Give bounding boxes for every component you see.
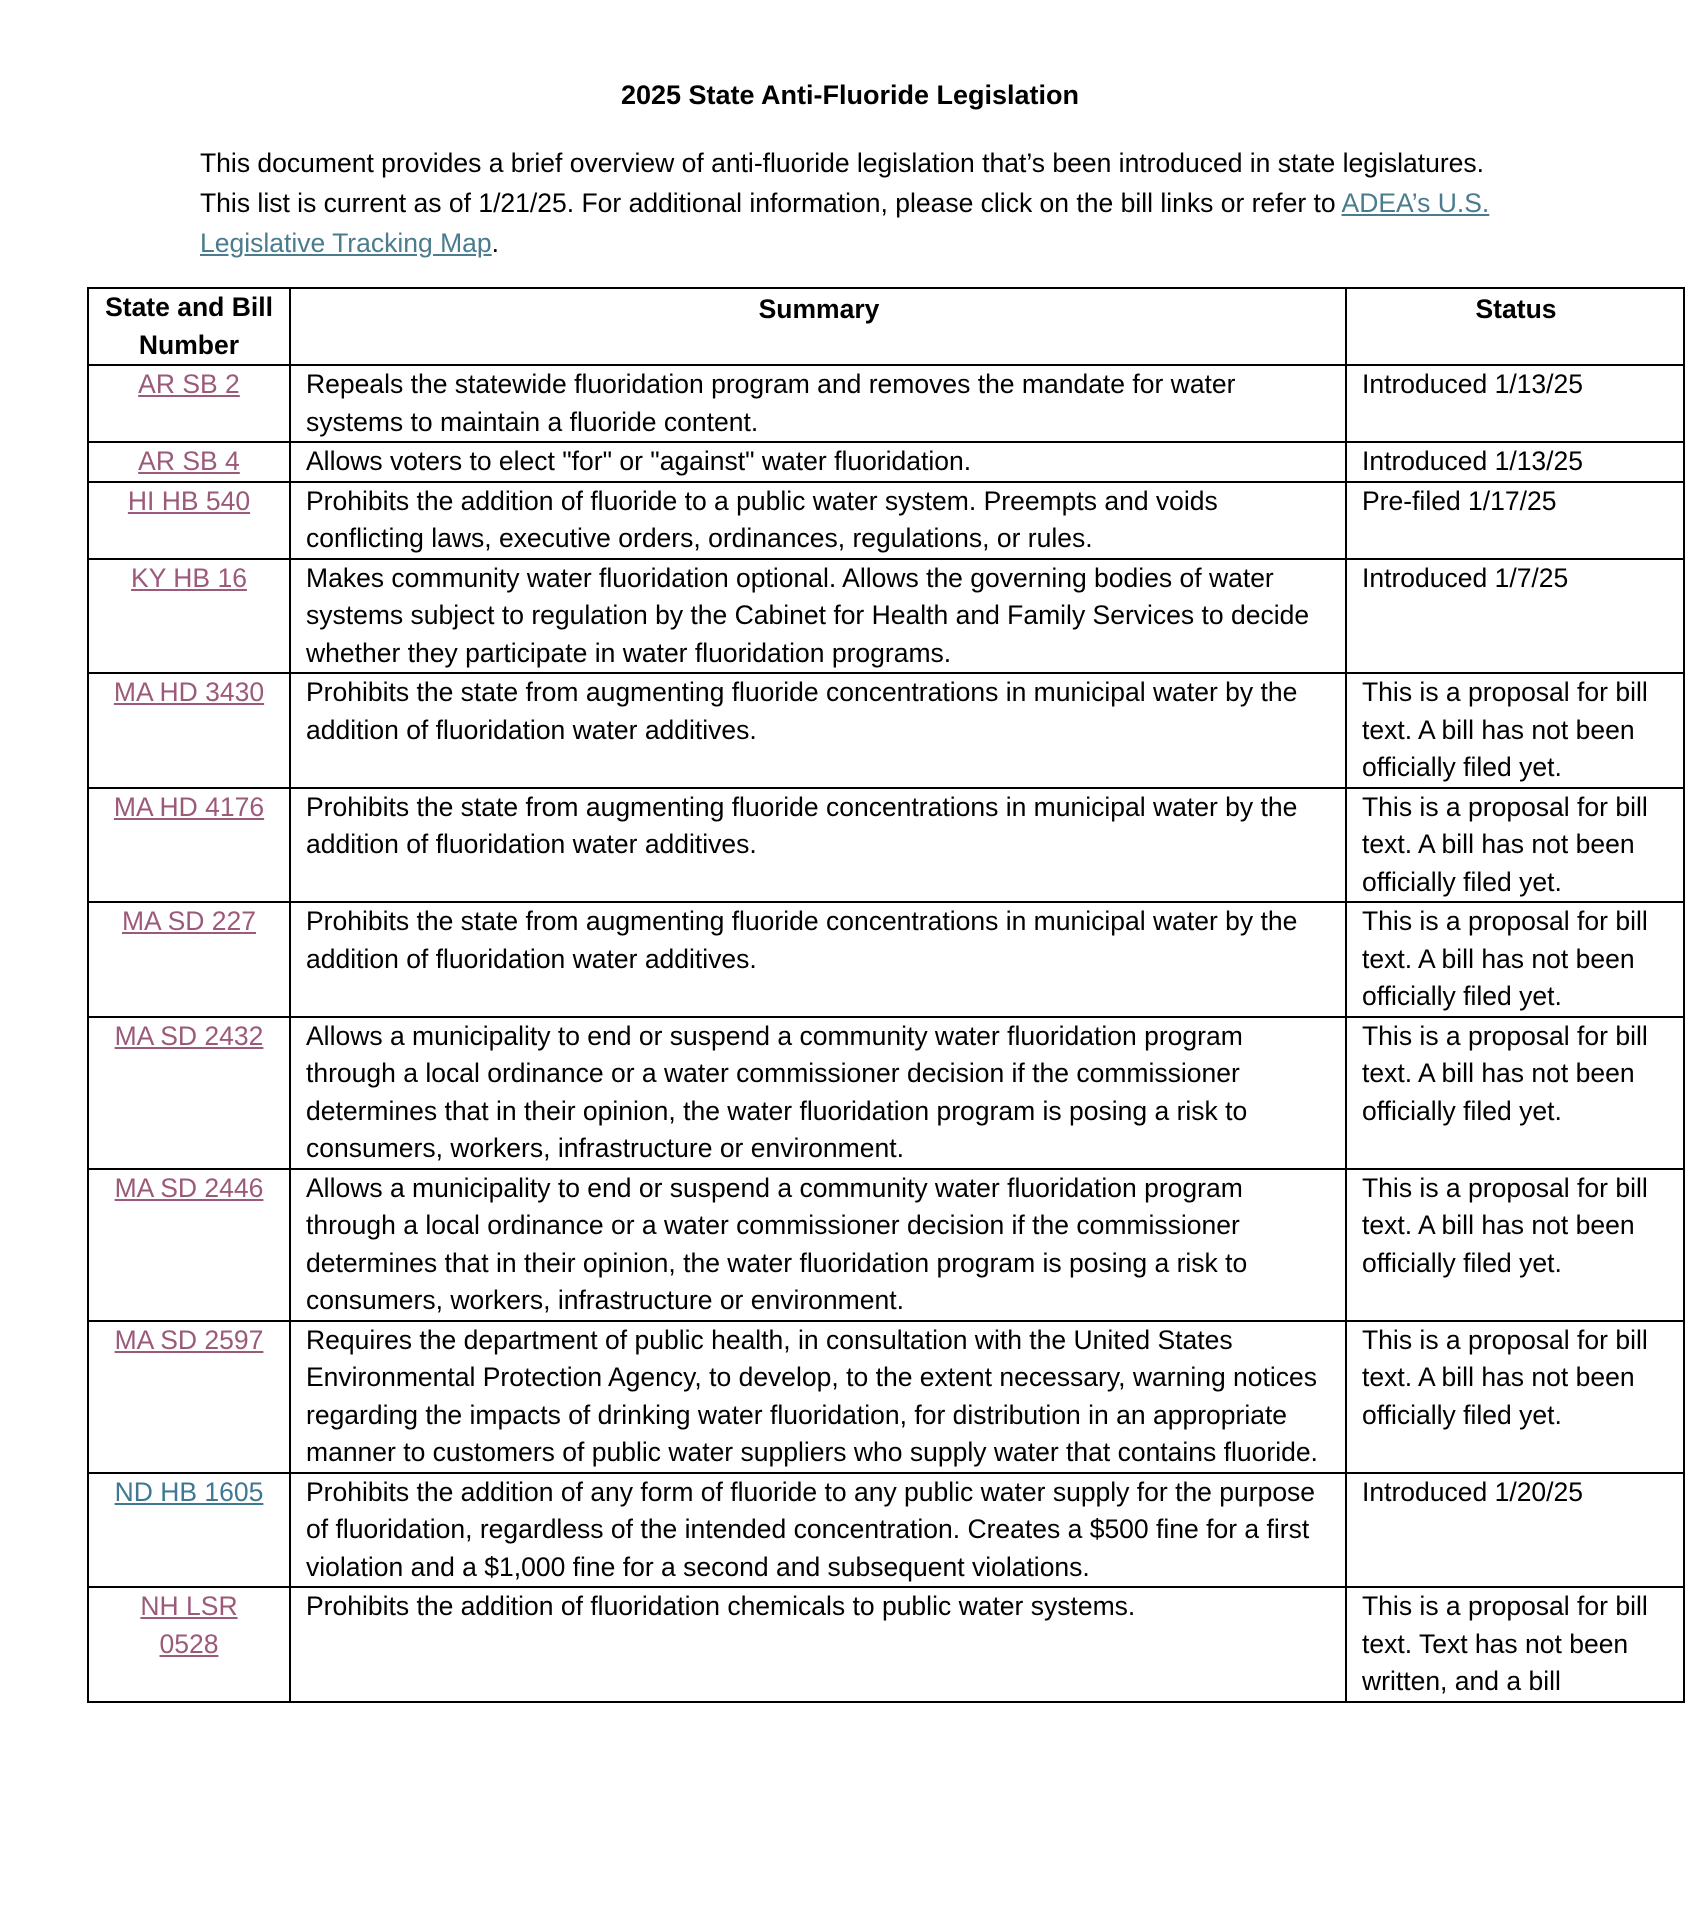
header-summary: Summary bbox=[290, 288, 1346, 365]
header-bill: State and Bill Number bbox=[88, 288, 290, 365]
legislation-table bbox=[87, 287, 1685, 1703]
table-row bbox=[88, 1321, 1684, 1473]
bill-link[interactable]: MA HD 3430 bbox=[113, 677, 265, 707]
bill-link[interactable]: AR SB 4 bbox=[138, 446, 240, 476]
table-row bbox=[88, 788, 1684, 903]
table-row bbox=[88, 482, 1684, 559]
summary-cell: Prohibits the addition of fluoridation chemicals to public water systems. bbox=[290, 1587, 1346, 1702]
status-cell: This is a proposal for bill text. Text has not been written, and a bill bbox=[1346, 1587, 1684, 1702]
summary-cell: Allows a municipality to end or suspend a community water fluoridation program through a local ordinance or a water commissioner decision if the commissioner determines that in their opinion, the water fluoridation program is posing a risk to consumers, workers, infrastructure or environment. bbox=[290, 1169, 1346, 1321]
intro-paragraph bbox=[200, 143, 1510, 263]
table-row bbox=[88, 1169, 1684, 1321]
summary-cell: Prohibits the state from augmenting fluoride concentrations in municipal water by the addition of fluoridation water additives. bbox=[290, 788, 1346, 903]
table-row bbox=[88, 1587, 1684, 1702]
header-status: Status bbox=[1346, 288, 1684, 365]
summary-cell: Repeals the statewide fluoridation program and removes the mandate for water systems to maintain a fluoride content. bbox=[290, 365, 1346, 442]
summary-cell: Prohibits the state from augmenting fluoride concentrations in municipal water by the addition of fluoridation water additives. bbox=[290, 902, 1346, 1017]
bill-link[interactable]: MA SD 2446 bbox=[114, 1172, 264, 1203]
bill-link[interactable]: MA HD 4176 bbox=[113, 791, 265, 822]
table-row bbox=[88, 673, 1684, 788]
status-cell: This is a proposal for bill text. A bill has not been officially filed yet. bbox=[1346, 673, 1684, 788]
status-cell: This is a proposal for bill text. A bill has not been officially filed yet. bbox=[1346, 788, 1684, 903]
bill-link[interactable]: MA SD 2432 bbox=[114, 1020, 264, 1051]
status-cell: Introduced 1/20/25 bbox=[1346, 1473, 1684, 1588]
status-cell: This is a proposal for bill text. A bill has not been officially filed yet. bbox=[1346, 1321, 1684, 1473]
document-title: 2025 State Anti-Fluoride Legislation bbox=[620, 80, 1080, 110]
summary-cell: Prohibits the addition of any form of fluoride to any public water supply for the purpose of fluoridation, regardless of the intended concentration. Creates a $500 fine for a first violation and a $1,000 fine for a second and subsequent violations. bbox=[290, 1473, 1346, 1588]
status-cell: Introduced 1/7/25 bbox=[1346, 559, 1684, 674]
status-cell: Introduced 1/13/25 bbox=[1346, 442, 1684, 482]
bill-link[interactable]: MA SD 227 bbox=[121, 906, 257, 936]
table-header-row bbox=[88, 288, 1684, 365]
bill-link[interactable]: KY HB 16 bbox=[131, 562, 247, 593]
bill-link[interactable]: HI HB 540 bbox=[127, 485, 251, 516]
bill-link[interactable]: NH LSR 0528 bbox=[140, 1591, 238, 1659]
table-row bbox=[88, 1017, 1684, 1169]
summary-cell: Makes community water fluoridation optional. Allows the governing bodies of water systems subject to regulation by the Cabinet for Health and Family Services to decide whether they participate in water fluoridation programs. bbox=[290, 559, 1346, 674]
status-cell: This is a proposal for bill text. A bill has not been officially filed yet. bbox=[1346, 902, 1684, 1017]
status-cell: This is a proposal for bill text. A bill has not been officially filed yet. bbox=[1346, 1017, 1684, 1169]
tracking-map-link[interactable]: ADEA’s U.S. Legislative Tracking Map bbox=[200, 188, 1490, 258]
table-row bbox=[88, 902, 1684, 1017]
intro-text-end: . bbox=[491, 228, 500, 258]
summary-cell: Allows a municipality to end or suspend a community water fluoridation program through a local ordinance or a water commissioner decision if the commissioner determines that in their opinion, the water fluoridation program is posing a risk to consumers, workers, infrastructure or environment. bbox=[290, 1017, 1346, 1169]
table-row bbox=[88, 559, 1684, 674]
table-row bbox=[88, 442, 1684, 482]
status-cell: Pre-filed 1/17/25 bbox=[1346, 482, 1684, 559]
table-row bbox=[88, 365, 1684, 442]
table-row bbox=[88, 1473, 1684, 1588]
bill-link[interactable]: MA SD 2597 bbox=[114, 1324, 264, 1355]
summary-cell: Prohibits the addition of fluoride to a public water system. Preempts and voids conflicting laws, executive orders, ordinances, regulations, or rules. bbox=[290, 482, 1346, 559]
summary-cell: Allows voters to elect "for" or "against" water fluoridation. bbox=[290, 442, 1346, 482]
summary-cell: Prohibits the state from augmenting fluoride concentrations in municipal water by the addition of fluoridation water additives. bbox=[290, 673, 1346, 788]
bill-link[interactable]: ND HB 1605 bbox=[114, 1476, 264, 1507]
status-cell: This is a proposal for bill text. A bill has not been officially filed yet. bbox=[1346, 1169, 1684, 1321]
intro-text: This document provides a brief overview of anti-fluoride legislation that’s been introduced in state legislatures. This list is current as of 1/21/25. For additional information, please click on the bill links or refer to bbox=[200, 148, 1484, 218]
status-cell: Introduced 1/13/25 bbox=[1346, 365, 1684, 442]
bill-link[interactable]: AR SB 2 bbox=[138, 369, 240, 399]
summary-cell: Requires the department of public health, in consultation with the United States Environmental Protection Agency, to develop, to the extent necessary, warning notices regarding the impacts of drinking water fluoridation, for distribution in an appropriate manner to customers of public water suppliers who supply water that contains fluoride. bbox=[290, 1321, 1346, 1473]
